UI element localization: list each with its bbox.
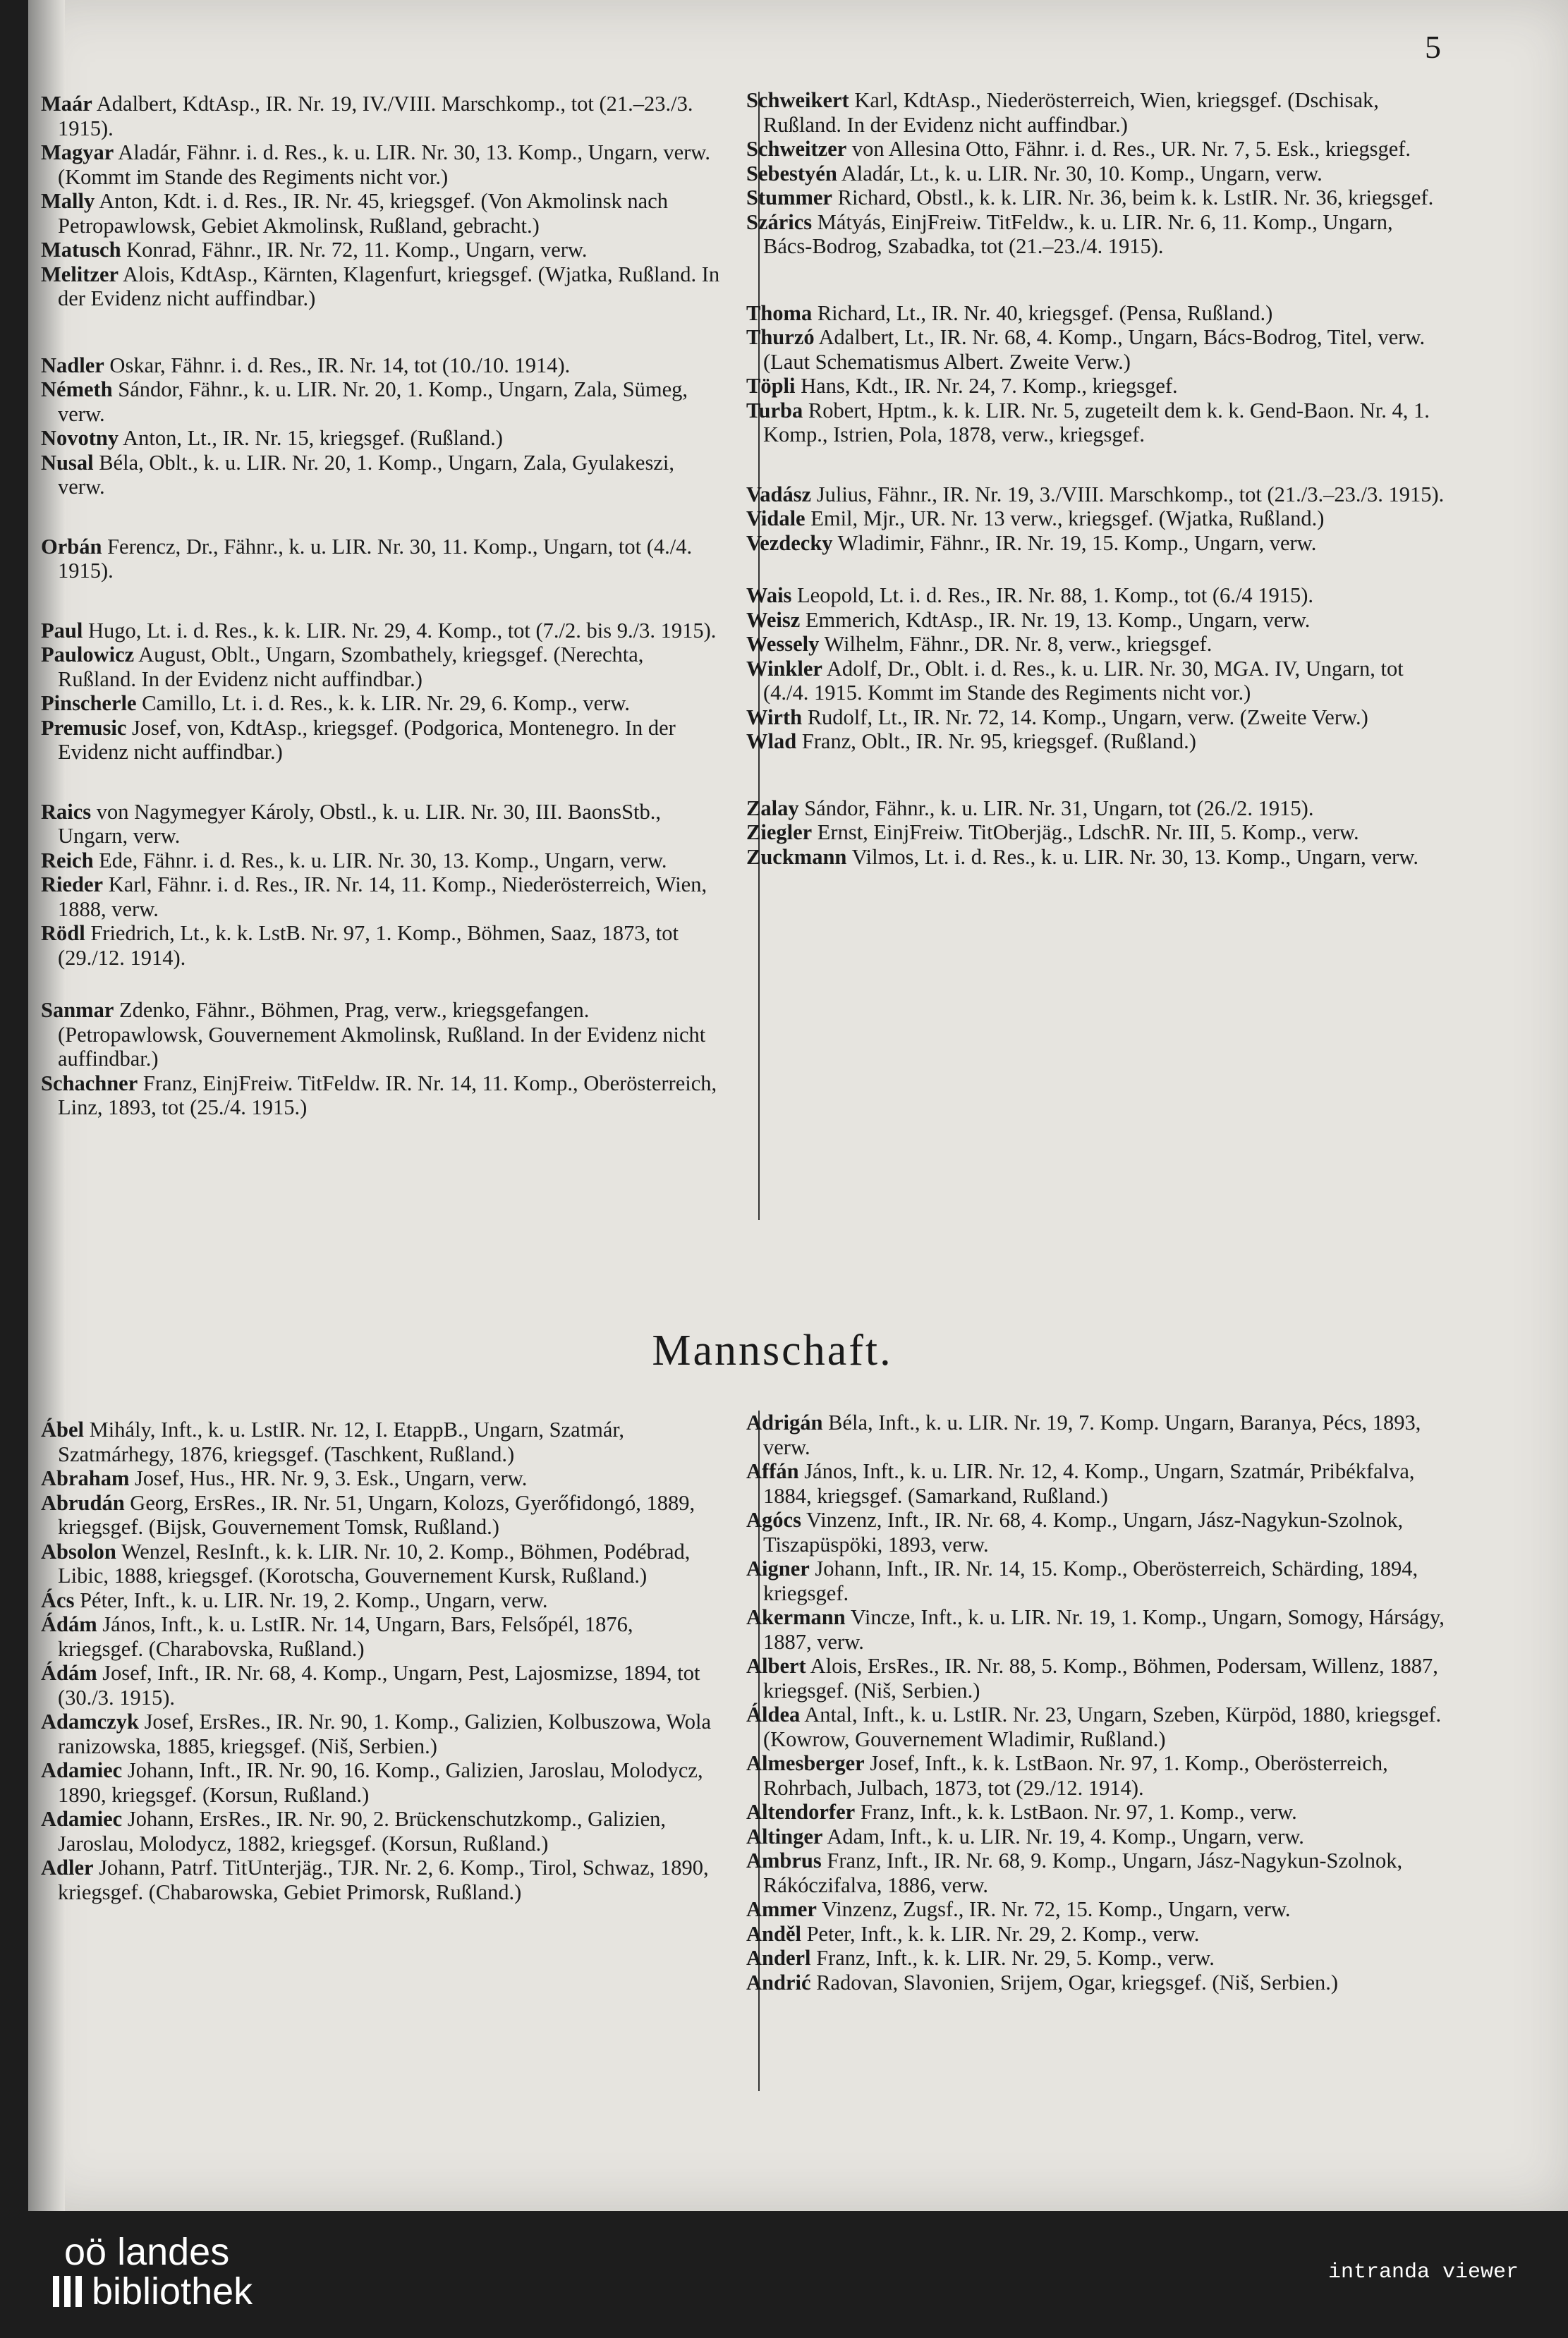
library-logo[interactable] [53,2232,253,2311]
entry-details: Johann, Patrf. TitUnterjäg., TJR. Nr. 2, 6. Komp., Tirol, Schwaz, 1890, kriegsgef. (Chabarowska, Gebiet Primorsk, Rußland.) [58,1856,709,1904]
entry-surname: Altendorfer [746,1800,856,1824]
list-entry [746,845,1445,870]
list-entry [41,848,722,873]
list-entry [746,1922,1445,1947]
list-entry [746,1971,1445,1995]
entry-surname: Novotny [41,426,119,450]
list-entry [41,1661,722,1710]
entry-surname: Matusch [41,238,121,262]
entry-surname: Ambrus [746,1849,822,1873]
entry-surname: Anderl [746,1946,811,1970]
list-entry [41,262,722,311]
entry-surname: Adrigán [746,1411,823,1435]
list-entry [746,1557,1445,1605]
list-entry [41,189,722,238]
list-entry [41,451,722,499]
entry-surname: Ábel [41,1418,84,1442]
entry-surname: Albert [746,1654,806,1678]
entry-details: Anton, Kdt. i. d. Res., IR. Nr. 45, kriegsgef. (Von Akmolinsk nach Petropawlowsk, Gebiet Akmolinsk, Rußland, gebracht.) [58,189,668,238]
entry-surname: Vidale [746,506,806,530]
entry-details: Vinzenz, Inft., IR. Nr. 68, 4. Komp., Ungarn, Jász-Nagykun-Szolnok, Tiszapüspöki, 1893, verw. [763,1508,1404,1557]
list-entry [746,1946,1445,1971]
scanned-page [28,0,1568,2211]
entry-surname: Maár [41,92,92,116]
entry-details: Emil, Mjr., UR. Nr. 13 verw., kriegsgef. (Wjatka, Rußland.) [805,506,1325,530]
entry-surname: Premusic [41,715,127,740]
entry-surname: Paul [41,618,83,643]
list-entry [746,1459,1445,1508]
entry-surname: Affán [746,1459,799,1483]
entry-details: Camillo, Lt. i. d. Res., k. k. LIR. Nr. 29, 6. Komp., verw. [136,691,631,715]
logo-bars-icon [53,2276,82,2307]
list-entry [41,1466,722,1491]
entry-details: von Nagymegyer Károly, Obstl., k. u. LIR. Nr. 30, III. BaonsStb., Ungarn, verw. [58,799,662,848]
entry-details: Antal, Inft., k. u. LstIR. Nr. 23, Ungarn, Szeben, Kürpöd, 1880, kriegsgef. (Kowrow, Gouvernement Wladimir, Rußland.) [763,1703,1442,1751]
list-entry [41,1856,722,1904]
list-entry [41,1807,722,1856]
entry-details: von Allesina Otto, Fähnr. i. d. Res., UR. Nr. 7, 5. Esk., kriegsgef. [846,137,1411,161]
list-entry [41,998,722,1071]
entry-details: Julius, Fähnr., IR. Nr. 19, 3./VIII. Marschkomp., tot (21./3.–23./3. 1915). [811,482,1445,506]
list-entry [746,531,1445,556]
list-entry [746,301,1445,326]
entry-details: Konrad, Fähnr., IR. Nr. 72, 11. Komp., Ungarn, verw. [121,238,588,262]
entry-surname: Adler [41,1856,94,1880]
entry-details: Franz, Inft., k. k. LIR. Nr. 29, 5. Komp., verw. [810,1946,1215,1970]
entry-surname: Pinscherle [41,691,137,715]
entry-details: Hans, Kdt., IR. Nr. 24, 7. Komp., kriegsgef. [795,374,1178,398]
entry-details: Josef, von, KdtAsp., kriegsgef. (Podgorica, Montenegro. In der Evidenz nicht auffindbar.) [58,715,676,764]
entry-surname: Schweitzer [746,137,847,161]
entry-details: János, Inft., k. u. LIR. Nr. 12, 4. Komp., Ungarn, Szatmár, Pribékfalva, 1884, kriegsgef. (Samarkand, Rußland.) [763,1459,1415,1508]
entry-details: Peter, Inft., k. k. LIR. Nr. 29, 2. Komp., verw. [801,1921,1200,1946]
entry-details: Wilhelm, Fähnr., DR. Nr. 8, verw., kriegsgef. [819,632,1213,656]
entry-details: Sándor, Fähnr., k. u. LIR. Nr. 31, Ungarn, tot (26./2. 1915). [798,796,1314,820]
entry-surname: Aigner [746,1557,810,1581]
entry-details: János, Inft., k. u. LstIR. Nr. 14, Ungarn, Bars, Felsőpél, 1876, kriegsgef. (Charabovska, Rußland.) [58,1612,633,1661]
entry-surname: Adamczyk [41,1710,139,1734]
entry-details: Emmerich, KdtAsp., IR. Nr. 19, 13. Komp., Ungarn, verw. [800,607,1311,632]
list-entry [746,88,1445,137]
list-entry [41,377,722,426]
list-entry [746,137,1445,162]
list-entry [746,325,1445,374]
list-entry [41,1491,722,1540]
entry-surname: Nusal [41,450,94,475]
entry-surname: Ziegler [746,820,813,844]
entry-surname: Vezdecky [746,530,833,555]
entry-details: Johann, ErsRes., IR. Nr. 90, 2. Brückenschutzkomp., Galizien, Jaroslau, Molodycz, 1882, kriegsgef. (Korsun, Rußland.) [58,1807,667,1856]
list-entry [41,1612,722,1661]
entry-surname: Schweikert [746,88,849,112]
list-entry [41,691,722,716]
list-entry [746,374,1445,398]
entry-surname: Stummer [746,185,832,209]
logo-text-top: oö landes [64,2231,230,2273]
entry-surname: Rödl [41,921,85,945]
entry-surname: Wessely [746,632,820,656]
entry-surname: Orbán [41,534,102,559]
crew-list-left [41,1418,722,1904]
entry-surname: Zuckmann [746,844,847,869]
entry-details: Georg, ErsRes., IR. Nr. 51, Ungarn, Kolozs, Gyerőfidongó, 1889, kriegsgef. (Bijsk, Gouvernement Tomsk, Rußland.) [58,1490,695,1539]
entry-details: Franz, Oblt., IR. Nr. 95, kriegsgef. (Rußland.) [796,729,1196,753]
entry-surname: Ádám [41,1612,97,1636]
entry-surname: Töpli [746,374,796,398]
list-entry [746,1897,1445,1922]
entry-details: Josef, Inft., IR. Nr. 68, 4. Komp., Ungarn, Pest, Lajosmizse, 1894, tot (30./3. 1915). [58,1661,700,1710]
list-entry [746,608,1445,633]
entry-surname: Áldea [746,1703,801,1727]
entry-surname: Anděl [746,1921,801,1946]
entry-details: Karl, Fähnr. i. d. Res., IR. Nr. 14, 11. Komp., Niederösterreich, Wien, 1888, verw. [58,872,707,921]
crew-list-right [746,1411,1445,1995]
entry-surname: Abraham [41,1466,130,1490]
list-entry [41,353,722,378]
logo-line-top [53,2232,253,2272]
entry-details: Ede, Fähnr. i. d. Res., k. u. LIR. Nr. 30, 13. Komp., Ungarn, verw. [93,848,667,872]
entry-details: Richard, Obstl., k. k. LIR. Nr. 36, beim k. k. LstIR. Nr. 36, kriegsgef. [832,185,1434,209]
entry-details: Richard, Lt., IR. Nr. 40, kriegsgef. (Pensa, Rußland.) [812,300,1273,325]
entry-details: Anton, Lt., IR. Nr. 15, kriegsgef. (Rußland.) [118,426,503,450]
entry-surname: Wirth [746,705,803,729]
list-entry [746,1411,1445,1459]
list-entry [746,1800,1445,1825]
entry-details: Sándor, Fähnr., k. u. LIR. Nr. 20, 1. Komp., Ungarn, Zala, Sümeg, verw. [58,377,688,426]
list-entry [41,1758,722,1807]
list-entry [41,1540,722,1588]
entry-surname: Agócs [746,1508,801,1532]
entry-surname: Nadler [41,353,104,377]
entry-details: Adalbert, KdtAsp., IR. Nr. 19, IV./VIII. Marschkomp., tot (21.–23./3. 1915). [58,92,693,140]
entry-details: Friedrich, Lt., k. k. LstB. Nr. 97, 1. Komp., Böhmen, Saaz, 1873, tot (29./12. 1914). [58,921,679,970]
entry-surname: Akermann [746,1605,846,1629]
entry-surname: Paulowicz [41,643,135,666]
entry-surname: Vadász [746,482,812,506]
entry-surname: Zalay [746,796,799,820]
entry-surname: Mally [41,189,95,213]
viewer-credit-link[interactable]: intranda viewer [1327,2260,1519,2284]
entry-details: Aladár, Lt., k. u. LIR. Nr. 30, 10. Komp., Ungarn, verw. [837,161,1323,185]
entry-surname: Almesberger [746,1751,865,1775]
list-entry [41,872,722,921]
list-entry [746,1605,1445,1654]
entry-surname: Turba [746,398,803,422]
list-entry [746,1508,1445,1557]
list-entry [41,535,722,583]
list-entry [746,1751,1445,1800]
entry-details: Mihály, Inft., k. u. LstIR. Nr. 12, I. EtappB., Ungarn, Szatmár, Szatmárhegy, 1876, kriegsgef. (Taschkent, Rußland.) [58,1418,624,1466]
entry-details: Josef, Hus., HR. Nr. 9, 3. Esk., Ungarn, verw. [129,1466,528,1490]
entry-surname: Raics [41,799,92,824]
entry-surname: Adamiec [41,1758,123,1782]
entry-details: Josef, ErsRes., IR. Nr. 90, 1. Komp., Galizien, Kolbuszowa, Wola ranizowska, 1885, kriegsgef. (Niš, Serbien.) [58,1710,711,1758]
entry-details: Adolf, Dr., Oblt. i. d. Res., k. u. LIR. Nr. 30, MGA. IV, Ungarn, tot (4./4. 1915. Kommt im Stande des Regiments nicht vor.) [763,656,1404,705]
entry-details: Zdenko, Fähnr., Böhmen, Prag, verw., kriegsgefangen. (Petropawlowsk, Gouvernement Akmolinsk, Rußland. In der Evidenz nicht auffindbar.) [58,998,706,1071]
list-entry [41,92,722,140]
list-entry [41,800,722,848]
list-entry [746,185,1445,210]
entry-details: Béla, Oblt., k. u. LIR. Nr. 20, 1. Komp., Ungarn, Zala, Gyulakeszi, verw. [58,450,674,499]
entry-details: Vilmos, Lt. i. d. Res., k. u. LIR. Nr. 30, 13. Komp., Ungarn, verw. [846,844,1418,869]
page-number: 5 [1425,29,1441,65]
entry-details: Wladimir, Fähnr., IR. Nr. 19, 15. Komp., Ungarn, verw. [832,530,1317,555]
list-entry [746,583,1445,608]
entry-surname: Ács [41,1588,75,1612]
list-entry [41,1418,722,1466]
entry-details: Radovan, Slavonien, Srijem, Ogar, kriegsgef. (Niš, Serbien.) [810,1970,1339,1995]
list-entry [746,729,1445,754]
entry-details: Johann, Inft., IR. Nr. 14, 15. Komp., Oberösterreich, Schärding, 1894, kriegsgef. [763,1557,1418,1605]
entry-details: Josef, Inft., k. k. LstBaon. Nr. 97, 1. Komp., Oberösterreich, Rohrbach, Julbach, 1873, tot (29./12. 1914). [763,1751,1388,1800]
entry-details: Wenzel, ResInft., k. k. LIR. Nr. 10, 2. Komp., Böhmen, Podébrad, Libic, 1888, kriegsgef. (Korotscha, Gouvernement Kursk, Rußland.) [58,1539,691,1588]
list-entry [41,1071,722,1120]
logo-text-bottom: bibliothek [92,2270,253,2313]
list-entry [41,140,722,189]
entry-surname: Adamiec [41,1807,123,1831]
entry-details: Karl, KdtAsp., Niederösterreich, Wien, kriegsgef. (Dschisak, Rußland. In der Evidenz nicht auffindbar.) [763,88,1379,137]
entry-surname: Thurzó [746,325,815,349]
entry-details: Adalbert, Lt., IR. Nr. 68, 4. Komp., Ungarn, Bács-Bodrog, Titel, verw. (Laut Schematismus Albert. Zweite Verw.) [763,325,1426,374]
entry-surname: Abrudán [41,1490,125,1515]
entry-details: Aladár, Fähnr. i. d. Res., k. u. LIR. Nr. 30, 13. Komp., Ungarn, verw. (Kommt im Stande des Regiments nicht vor.) [58,140,710,189]
entry-surname: Absolon [41,1539,116,1564]
entry-surname: Thoma [746,300,813,325]
list-entry [746,657,1445,705]
entry-details: Alois, ErsRes., IR. Nr. 88, 5. Komp., Böhmen, Podersam, Willenz, 1887, kriegsgef. (Niš, Serbien.) [763,1654,1438,1703]
entry-surname: Altinger [746,1824,823,1849]
entry-details: Robert, Hptm., k. k. LIR. Nr. 5, zugeteilt dem k. k. Gend-Baon. Nr. 4, 1. Komp., Istrien, Pola, 1878, verw., kriegsgef. [763,398,1430,446]
list-entry [746,506,1445,531]
list-entry [746,1703,1445,1751]
list-entry [41,426,722,451]
entry-surname: Winkler [746,656,822,681]
entry-surname: Németh [41,377,113,401]
entry-details: Franz, Inft., IR. Nr. 68, 9. Komp., Ungarn, Jász-Nagykun-Szolnok, Rákóczifalva, 1886, verw. [763,1849,1403,1897]
entry-details: Béla, Inft., k. u. LIR. Nr. 19, 7. Komp. Ungarn, Baranya, Pécs, 1893, verw. [763,1411,1421,1459]
entry-details: Rudolf, Lt., IR. Nr. 72, 14. Komp., Ungarn, verw. (Zweite Verw.) [802,705,1368,729]
entry-surname: Andrić [746,1970,811,1995]
list-entry [746,398,1445,447]
entry-details: Mátyás, EinjFreiw. TitFeldw., k. u. LIR. Nr. 6, 11. Komp., Ungarn, Bács-Bodrog, Szabadka, tot (21.–23./4. 1915). [763,209,1393,258]
entry-surname: Sebestyén [746,161,837,185]
entry-details: Johann, Inft., IR. Nr. 90, 16. Komp., Galizien, Jaroslau, Molodycz, 1890, kriegsgef. (Korsun, Rußland.) [58,1758,703,1807]
entry-surname: Wlad [746,729,797,753]
officer-list-left [41,92,722,1120]
entry-surname: Magyar [41,140,114,164]
entry-details: Alois, KdtAsp., Kärnten, Klagenfurt, kriegsgef. (Wjatka, Rußland. In der Evidenz nicht auffindbar.) [58,262,720,310]
list-entry [746,705,1445,730]
list-entry [746,1825,1445,1849]
entry-surname: Sanmar [41,998,114,1022]
entry-surname: Weisz [746,607,801,632]
list-entry [41,619,722,643]
list-entry [41,716,722,765]
list-entry [41,643,722,691]
entry-details: August, Oblt., Ungarn, Szombathely, kriegsgef. (Nerechta, Rußland. In der Evidenz nicht auffindbar.) [58,643,644,691]
list-entry [41,921,722,970]
entry-surname: Wais [746,583,792,607]
entry-surname: Schachner [41,1071,138,1095]
list-entry [746,820,1445,845]
entry-surname: Melitzer [41,262,119,286]
entry-surname: Rieder [41,872,104,896]
entry-surname: Ammer [746,1897,817,1921]
list-entry [746,632,1445,657]
list-entry [41,238,722,262]
list-entry [746,1654,1445,1703]
officer-list-right [746,88,1445,869]
entry-details: Oskar, Fähnr. i. d. Res., IR. Nr. 14, tot (10./10. 1914). [104,353,571,377]
entry-details: Leopold, Lt. i. d. Res., IR. Nr. 88, 1. Komp., tot (6./4 1915). [791,583,1314,607]
entry-details: Ferencz, Dr., Fähnr., k. u. LIR. Nr. 30, 11. Komp., Ungarn, tot (4./4. 1915). [58,534,693,583]
section-heading: Mannschaft. [652,1327,893,1375]
list-entry [41,1710,722,1758]
entry-details: Péter, Inft., k. u. LIR. Nr. 19, 2. Komp., Ungarn, verw. [74,1588,548,1612]
list-entry [746,796,1445,821]
entry-details: Adam, Inft., k. u. LIR. Nr. 19, 4. Komp., Ungarn, verw. [822,1824,1304,1849]
entry-details: Franz, Inft., k. k. LstBaon. Nr. 97, 1. Komp., verw. [855,1800,1297,1824]
list-entry [746,482,1445,507]
entry-details: Vinzenz, Zugsf., IR. Nr. 72, 15. Komp., Ungarn, verw. [816,1897,1291,1921]
list-entry [746,210,1445,259]
entry-details: Ernst, EinjFreiw. TitOberjäg., LdschR. Nr. III, 5. Komp., verw. [812,820,1359,844]
list-entry [746,1849,1445,1897]
logo-line-bottom [53,2272,253,2311]
entry-surname: Szárics [746,209,813,234]
list-entry [41,1588,722,1613]
list-entry [746,162,1445,186]
entry-surname: Ádám [41,1661,97,1685]
entry-details: Hugo, Lt. i. d. Res., k. k. LIR. Nr. 29, 4. Komp., tot (7./2. bis 9./3. 1915). [83,618,717,643]
entry-details: Vincze, Inft., k. u. LIR. Nr. 19, 1. Komp., Ungarn, Somogy, Hárságy, 1887, verw. [763,1605,1445,1654]
entry-details: Franz, EinjFreiw. TitFeldw. IR. Nr. 14, 11. Komp., Oberösterreich, Linz, 1893, tot (25./4. 1915.) [58,1071,717,1119]
entry-surname: Reich [41,848,94,872]
